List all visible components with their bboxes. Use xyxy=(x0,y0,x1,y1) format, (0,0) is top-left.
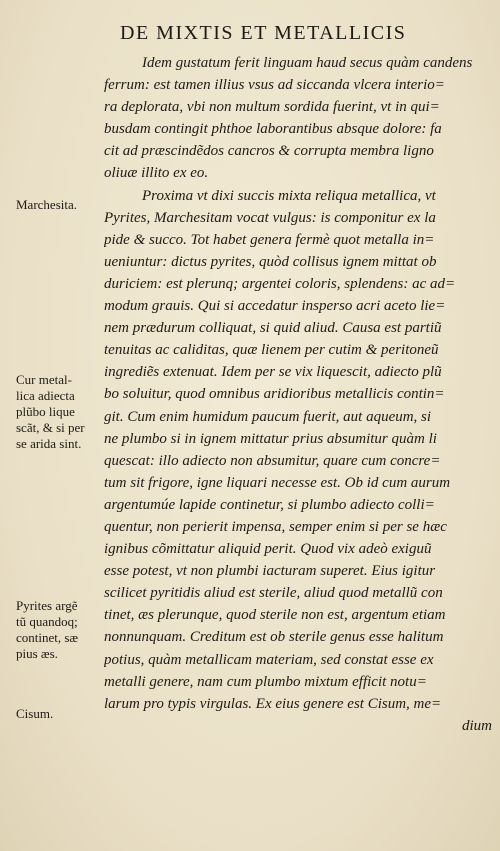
body-line: tenuitas ac caliditas, quæ lienem per cutim & peritoneũ xyxy=(104,342,439,359)
body-line: quescat: illo adiecto non absumitur, quare cum concre= xyxy=(104,452,441,469)
body-line: ne plumbo si in ignem mittatur prius absumitur quàm li xyxy=(104,430,437,447)
margin-note-line: pius æs. xyxy=(16,646,58,661)
body-line: nonnunquam. Creditum est ob sterile genus esse halitum xyxy=(104,629,444,646)
body-line: busdam contingit phthoe laborantibus absque dolore: fa xyxy=(104,121,442,138)
body-line: ingrediẽs extenuat. Idem per se vix liquescit, adiecto plũ xyxy=(104,364,442,381)
body-line: ferrum: est tamen illius vsus ad siccanda vlcera interio= xyxy=(104,77,445,94)
body-line: argentumúe lapide continetur, si plumbo adiecto colli= xyxy=(104,496,435,513)
body-line: ignibus cõmittatur aliquid perit. Quod vix adeò exiguũ xyxy=(104,541,432,558)
margin-note-line: continet, sæ xyxy=(16,630,79,645)
body-line: duriciem: est plerunq; argentei coloris, splendens: ac ad= xyxy=(104,275,456,292)
margin-note-line: scãt, & si per xyxy=(16,420,85,435)
body-line: nem prædurum colliquat, si quid aliud. Causa est partiũ xyxy=(104,320,442,337)
body-line: quentur, non perierit impensa, semper enim si per se hæc xyxy=(104,518,447,535)
body-line: bo soluitur, quod omnibus aridioribus metallicis contin= xyxy=(104,386,445,403)
margin-note-marchesita xyxy=(16,197,106,213)
margin-note-cisum xyxy=(16,706,106,722)
body-line: Pyrites, Marchesitam vocat vulgus: is componitur ex la xyxy=(104,209,436,226)
body-line: tinet, æs plerunque, quod sterile non est, argentum etiam xyxy=(104,607,446,624)
margin-note-line: Cisum. xyxy=(16,706,54,721)
body-line: oliuæ illito ex eo. xyxy=(104,165,209,182)
body-line: potius, quàm metallicam materiam, sed constat esse ex xyxy=(104,651,434,668)
body-line: larum pro typis virgulas. Ex eius genere est Cisum, me= xyxy=(104,695,442,712)
body-line: Proxima vt dixi succis mixta reliqua metallica, vt xyxy=(142,187,436,204)
body-line: tum sit frigore, igne liquari necesse est. Ob id cum aurum xyxy=(104,474,451,491)
body-line: Idem gustatum ferit linguam haud secus quàm candens xyxy=(142,55,473,71)
body-text xyxy=(104,52,492,737)
body-line: metalli genere, nam cum plumbo mixtum efficit notu= xyxy=(104,673,427,690)
body-line: ra deplorata, vbi non multum sordida fuerint, vt in qui= xyxy=(104,99,440,116)
body-line: pide & succo. Tot habet genera fermè quot metalla in= xyxy=(104,231,435,248)
margin-note-line: plũbo lique xyxy=(16,404,75,419)
margin-note-line: Marchesita. xyxy=(16,197,78,212)
margin-note-pyrites xyxy=(16,598,106,662)
margin-note-line: se arida sint. xyxy=(16,436,82,451)
body-line: git. Cum enim humidum paucum fuerit, aut aqueum, si xyxy=(104,408,432,425)
margin-note-line: lica adiecta xyxy=(16,388,75,403)
body-line: modum grauis. Qui si accedatur insperso acri aceto lie= xyxy=(104,298,446,315)
body-line: ueniuntur: dictus pyrites, quòd collisus ignem mittat ob xyxy=(104,253,437,270)
running-title: DE MIXTIS ET METALLICIS xyxy=(120,22,407,44)
body-line: esse potest, vt non plumbi iacturam superet. Eius igitur xyxy=(104,563,436,580)
body-line: dium xyxy=(462,717,492,734)
body-line: scilicet pyritidis aliud est sterile, aliud quod metallũ con xyxy=(104,585,443,602)
margin-note-line: Pyrites argẽ xyxy=(16,598,78,613)
margin-note-metal-lead xyxy=(16,372,106,452)
margin-note-line: Cur metal- xyxy=(16,372,72,387)
body-line: cit ad præscindẽdos cancros & corrupta membra ligno xyxy=(104,143,434,160)
margin-note-line: tũ quandoq; xyxy=(16,614,78,629)
